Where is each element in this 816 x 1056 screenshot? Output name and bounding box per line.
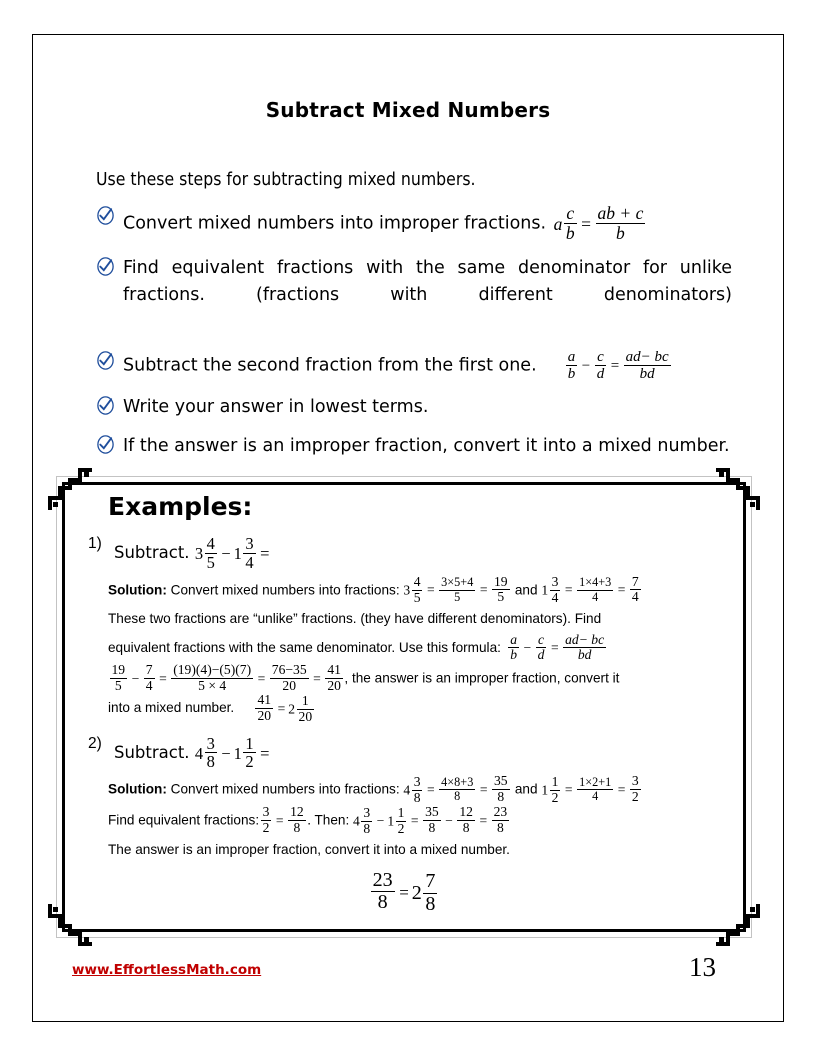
example-2-number: 2)	[88, 734, 102, 752]
example-1-solution: Solution: Convert mixed numbers into fractions: 3 $\frac{4}{5}$ = $\frac{3\times 5+4}{5}$ = $\frac{19}{5}$ and 1 $\frac{3}{4}$ = $\frac{1\times 4+3}{4}$ = $\frac{7}{4}$ These two fractions are “unlike” fractions. (they have different denominators). Find equivalent fractions with the same denominator. Use this formula: $\frac{a}{b}$ − $\frac{c}{d}$ = $\frac{ad- bc}{bd}$ $\frac{19}{5}$ − $\frac{7}{4}$ = $\frac{(19)(4)-(5)(7)}{5 \times 4}$ = $\frac{76-35}{20}$ = $\frac{41}{20}$ , the answer is an improper fraction, convert it into a mixed number. $\frac{41}{20}$ = 2 $\frac{1}{20}$	[108, 575, 700, 725]
solution-2-line-3: The answer is an improper fraction, convert it into a mixed number.	[108, 841, 510, 857]
solution-1-line-1-text: Convert mixed numbers into fractions:	[170, 582, 400, 598]
page-number: 13	[689, 952, 716, 982]
solution-label-1: Solution:	[108, 582, 167, 598]
solution-1-line-2: These two fractions are “unlike” fractions. (they have different denominators). Find	[108, 610, 602, 626]
solution-2-line-1-text: Convert mixed numbers into fractions:	[170, 781, 400, 797]
example-2-instruction: Subtract.	[114, 742, 190, 762]
examples-heading: Examples:	[108, 492, 253, 521]
example-1-instruction: Subtract.	[114, 542, 190, 562]
solution-1-final: into a mixed number. $\frac{41}{20}$ = 2 $\frac{1}{20}$	[108, 692, 313, 724]
checkmark-oval-icon	[96, 435, 115, 454]
checkmark-oval-icon	[96, 351, 115, 370]
step-item-1	[96, 204, 732, 243]
examples-content	[84, 486, 724, 921]
solution-1-formula: $\frac{a}{b}$ − $\frac{c}{d}$ = $\frac{ad- bc}{bd}$	[510, 631, 605, 663]
step-item-3	[96, 349, 732, 382]
example-1-number: 1)	[88, 535, 102, 552]
page-title: Subtract Mixed Numbers	[265, 98, 551, 122]
solution-1-line-3: equivalent fractions with the same denominator. Use this formula:	[108, 639, 501, 655]
steps-section	[96, 168, 732, 472]
solution-2-final-answer: $\frac{23}{8}$ = 2 $\frac{7}{8}$	[372, 868, 436, 915]
step-4-text: Write your answer in lowest terms.	[123, 396, 429, 417]
solution-label-2: Solution:	[108, 781, 167, 797]
checkmark-oval-icon	[96, 257, 115, 276]
solution-2-equiv: Find equivalent fractions: $\frac{3}{2}$ = $\frac{12}{8}$ . Then: 4 $\frac{3}{8}$ − 1 $\frac{1}{2}$ = $\frac{35}{8}$ − $\frac{12}{8}$ = $\frac{23}{8}$	[108, 804, 508, 836]
step-item-5	[96, 433, 732, 460]
example-1-expression: 3 $\frac{4}{5}$ − 1 $\frac{3}{4}$ =	[194, 534, 270, 572]
step-1-formula: a $\frac{c}{b}$ = $\frac{ab + c}{b}$	[553, 203, 644, 244]
step-item-2	[96, 255, 732, 336]
checkmark-oval-icon	[96, 396, 115, 415]
site-link[interactable]: www.EffortlessMath.com	[72, 962, 262, 978]
example-2-solution: Solution: Convert mixed numbers into fractions: 4 $\frac{3}{8}$ = $\frac{4\times 8+3}{8}$ = $\frac{35}{8}$ and 1 $\frac{1}{2}$ = $\frac{1\times 2+1}{4}$ = $\frac{3}{2}$ Find equivalent fractions: $\frac{3}{2}$ = $\frac{12}{8}$ . Then: 4 $\frac{3}{8}$ − 1 $\frac{1}{2}$ = $\frac{35}{8}$ − $\frac{12}{8}$ = $\frac{23}{8}$ The answer is an improper fraction, convert it into a mixed number. $\frac{23}{8}$ = 2 $\frac{7}{8}$	[108, 774, 700, 915]
example-2-expression: 4 $\frac{3}{8}$ − 1 $\frac{1}{2}$ =	[194, 733, 270, 772]
checkmark-oval-icon	[96, 206, 115, 225]
examples-box	[48, 468, 760, 946]
step-3-text: Subtract the second fraction from the first one.	[123, 355, 537, 376]
step-3-formula: $\frac{a}{b}$ − $\frac{c}{d}$ = $\frac{ad- bc}{bd}$	[567, 348, 669, 382]
step-1-text: Convert mixed numbers into improper fractions.	[123, 213, 547, 234]
example-2-prompt	[84, 735, 724, 772]
steps-intro: Use these steps for subtracting mixed numbers.	[96, 170, 476, 190]
step-item-4	[96, 394, 732, 421]
example-1-prompt	[84, 535, 724, 572]
step-5-text: If the answer is an improper fraction, convert it into a mixed number.	[123, 436, 730, 457]
step-2-text: Find equivalent fractions with the same denominator for unlike fractions. (fractions with different denominators)	[123, 258, 732, 306]
solution-1-calculation: $\frac{19}{5}$ − $\frac{7}{4}$ = $\frac{(19)(4)-(5)(7)}{5 \times 4}$ = $\frac{76-35}{20}$ = $\frac{41}{20}$ , the answer is an improper fraction, convert it	[111, 662, 620, 693]
